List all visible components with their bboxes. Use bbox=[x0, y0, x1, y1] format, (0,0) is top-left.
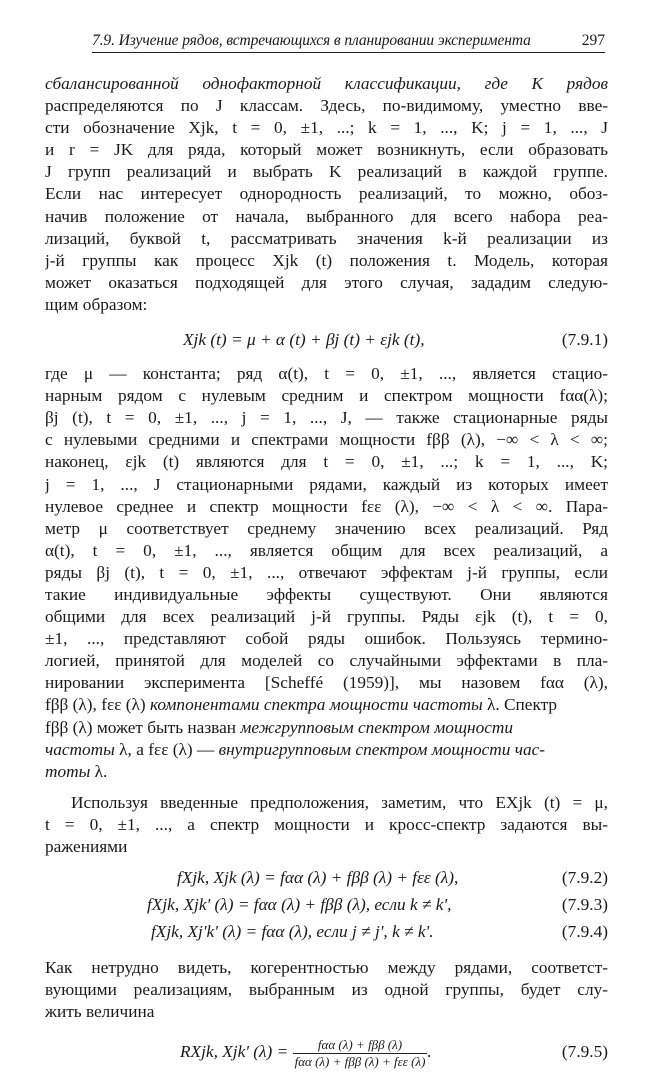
fraction bbox=[293, 1037, 428, 1070]
equation-7-9-3 bbox=[45, 891, 608, 918]
running-header bbox=[92, 24, 605, 53]
text-line: щим образом: bbox=[45, 294, 148, 314]
text-line: логией, принятой для моделей со случайными эффектами в пла- bbox=[45, 651, 608, 671]
text-line: Используя введенные предположения, заметим, что EXjk (t) = μ, bbox=[71, 792, 608, 812]
text-line: нулевое среднее и спектр мощности fεε (λ), −∞ < λ < ∞. Пара- bbox=[45, 496, 608, 516]
text-line: общими для всех реализаций j-й группы. Ряды εjk (t), t = 0, bbox=[45, 607, 608, 627]
text-line: сбалансированной однофакторной классификации, где K рядов bbox=[45, 74, 608, 93]
text-run: λ. bbox=[90, 761, 108, 781]
equation-number: (7.9.5) bbox=[561, 1042, 608, 1062]
equation-formula bbox=[180, 1031, 432, 1073]
text-line: ±1, ..., представляют собой ряды ошибок. Пользуясь термино- bbox=[45, 629, 608, 649]
equation-number: (7.9.1) bbox=[561, 330, 608, 350]
text-run: λ, а fεε (λ) — bbox=[114, 739, 219, 759]
equation-formula: fXjk, Xjk' (λ) = fαα (λ) + fββ (λ), если k ≠ k', bbox=[147, 895, 452, 915]
emphasis-run: компонентами спектра мощности частоты bbox=[150, 695, 483, 715]
text-line bbox=[45, 761, 608, 783]
text-line: метр μ соответствует среднему значению всех реализаций. Ряд bbox=[45, 518, 608, 538]
emphasis-run: внутригрупповым спектром мощности час- bbox=[218, 739, 546, 759]
text-line bbox=[45, 717, 608, 739]
text-line: такие индивидуальные эффекты существуют. Они являются bbox=[45, 584, 608, 604]
text-run: λ. Спектр bbox=[482, 695, 558, 715]
text-line: жить величина bbox=[45, 1002, 155, 1022]
text-line: βj (t), t = 0, ±1, ..., j = 1, ..., J, — также стационарные ряды bbox=[45, 408, 608, 428]
text-line: и r = JK для ряда, который может возникнуть, если образовать bbox=[45, 140, 608, 160]
page-body bbox=[45, 73, 608, 1073]
text-line: α(t), t = 0, ±1, ..., является общим для всех реализаций, а bbox=[45, 540, 608, 560]
text-line: с нулевыми средними и спектрами мощности fββ (λ), −∞ < λ < ∞; bbox=[45, 430, 608, 450]
text-line: t = 0, ±1, ..., а спектр мощности и кросс-спектр задаются вы- bbox=[45, 814, 608, 834]
text-line: где μ — константа; ряд α(t), t = 0, ±1, ..., является стацио- bbox=[45, 364, 608, 384]
text-line: Как нетрудно видеть, когерентностью между рядами, соответст- bbox=[45, 958, 608, 978]
text-line: может оказаться подходящей для этого случая, зададим следую- bbox=[45, 272, 608, 292]
text-line: j-й группы как процесс Xjk (t) положения t. Модель, которая bbox=[45, 250, 608, 270]
emphasis-run: тоты bbox=[45, 761, 91, 781]
equation-formula: fXjk, Xj'k' (λ) = fαα (λ), если j ≠ j', k ≠ k'. bbox=[151, 922, 434, 942]
equation-7-9-4 bbox=[45, 918, 608, 945]
coherence-lhs: RXjk, Xjk' (λ) = bbox=[180, 1042, 289, 1062]
page-number: 297 bbox=[581, 32, 605, 49]
text-line: начив положение от начала, выбранного для всего набора реа- bbox=[45, 206, 608, 226]
equation-number: (7.9.2) bbox=[561, 868, 608, 888]
equation-tail: . bbox=[427, 1042, 432, 1062]
text-line: J групп реализаций и выбрать K реализаций в каждой группе. bbox=[45, 162, 608, 182]
text-line bbox=[45, 739, 608, 761]
text-run: fββ (λ), fεε (λ) bbox=[45, 695, 150, 715]
emphasis-run: межгрупповым спектром мощности bbox=[240, 717, 513, 737]
equation-number: (7.9.3) bbox=[561, 895, 608, 915]
text-line: нарным рядом с нулевым средним и спектром мощности fαα(λ); bbox=[45, 386, 608, 406]
text-line: лизаций, буквой t, рассматривать значения k-й реализации из bbox=[45, 228, 608, 248]
equation-7-9-1 bbox=[45, 323, 608, 356]
text-line bbox=[45, 694, 608, 716]
equation-7-9-2 bbox=[45, 864, 608, 891]
text-line: наконец, εjk (t) являются для t = 0, ±1, ...; k = 1, ..., K; bbox=[45, 452, 608, 472]
text-line: j = 1, ..., J стационарными рядами, каждый из которых имеет bbox=[45, 474, 608, 494]
fraction-numerator: fαα (λ) + fββ (λ) bbox=[293, 1037, 428, 1054]
header-title: 7.9. Изучение рядов, встречающихся в планировании эксперимента bbox=[92, 32, 531, 49]
fraction-denominator: fαα (λ) + fββ (λ) + fεε (λ) bbox=[294, 1053, 426, 1069]
text-line: распределяются по J классам. Здесь, по-видимому, уместно вве- bbox=[45, 96, 608, 116]
equation-formula: Xjk (t) = μ + α (t) + βj (t) + εjk (t), bbox=[183, 330, 425, 350]
text-line: нировании эксперимента [Scheffé (1959)], мы назовем fαα (λ), bbox=[45, 673, 608, 693]
text-line: сти обозначение Xjk, t = 0, ±1, ...; k = 1, ..., K; j = 1, ..., J bbox=[45, 118, 608, 138]
equation-formula: fXjk, Xjk (λ) = fαα (λ) + fββ (λ) + fεε (λ), bbox=[177, 868, 459, 888]
equation-7-9-5 bbox=[45, 1031, 608, 1073]
text-line: Если нас интересует однородность реализаций, то можно, обоз- bbox=[45, 184, 608, 204]
equation-number: (7.9.4) bbox=[561, 922, 608, 942]
text-line: ряды βj (t), t = 0, ±1, ..., отвечают эффектам j-й группы, если bbox=[45, 562, 608, 582]
emphasis-run: частоты bbox=[45, 739, 115, 759]
text-run: fββ (λ) может быть назван bbox=[45, 717, 241, 737]
text-line: ражениями bbox=[45, 837, 128, 856]
text-line: вующими реализациям, выбранным из одной группы, будет слу- bbox=[45, 980, 608, 1000]
